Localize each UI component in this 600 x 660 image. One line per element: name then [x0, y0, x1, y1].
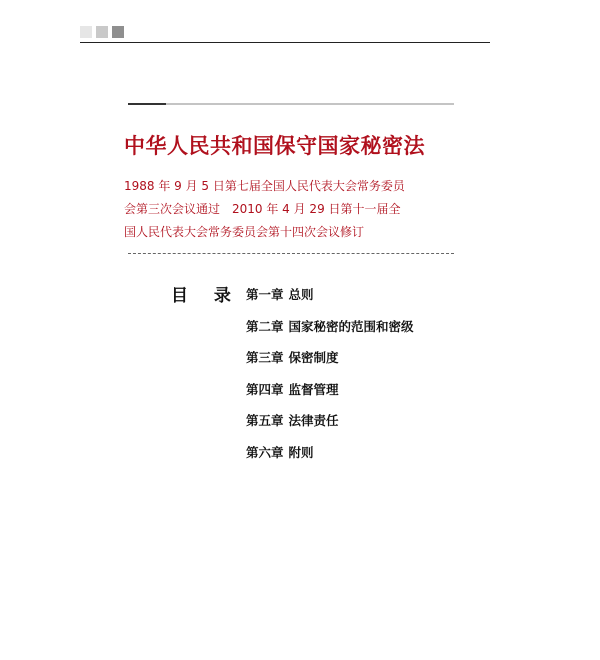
- toc-item-chapter-4[interactable]: [246, 379, 414, 411]
- toc-item-chapter-1[interactable]: [246, 284, 414, 316]
- adoption-note-line: 国人民代表大会常务委员会第十四次会议修订: [124, 225, 365, 239]
- adoption-note-line: 会第三次会议通过 2010 年 4 月 29 日第十一届全: [124, 202, 401, 216]
- toc-chapter-number: 第五章: [246, 413, 284, 428]
- toc-chapter-number: 第六章: [246, 444, 284, 460]
- dashed-divider: [128, 253, 454, 254]
- toc-chapter-number: 第一章: [246, 287, 284, 302]
- toc-chapter-title: 法律责任: [288, 413, 339, 428]
- header-square-light: [80, 26, 92, 38]
- title-top-rule: [128, 103, 454, 105]
- toc-item-chapter-5[interactable]: [246, 410, 414, 442]
- toc-chapter-title: 保密制度: [288, 350, 339, 365]
- toc-chapter-title: 总则: [288, 287, 314, 302]
- header-squares-decoration: [80, 26, 124, 38]
- table-of-contents: [246, 284, 414, 473]
- toc-item-chapter-6[interactable]: [246, 442, 414, 474]
- adoption-note-line: 1988 年 9 月 5 日第七届全国人民代表大会常务委员: [124, 179, 405, 193]
- toc-chapter-title: 附则: [288, 444, 314, 460]
- toc-item-chapter-2[interactable]: [246, 316, 414, 348]
- header-square-medium: [96, 26, 108, 38]
- page-header: [80, 26, 490, 43]
- toc-chapter-number: 第四章: [246, 381, 284, 397]
- header-square-dark: [112, 26, 124, 38]
- law-title: 中华人民共和国保守国家秘密法: [124, 134, 425, 158]
- toc-chapter-number: 第三章: [246, 350, 284, 365]
- toc-chapter-title: 国家秘密的范围和密级: [288, 318, 414, 334]
- adoption-note: [124, 175, 424, 244]
- toc-chapter-number: 第二章: [246, 318, 284, 334]
- title-top-rule-accent: [128, 103, 166, 105]
- toc-item-chapter-3[interactable]: [246, 347, 414, 379]
- toc-chapter-title: 监督管理: [288, 381, 339, 397]
- toc-heading: 目 录: [171, 286, 241, 306]
